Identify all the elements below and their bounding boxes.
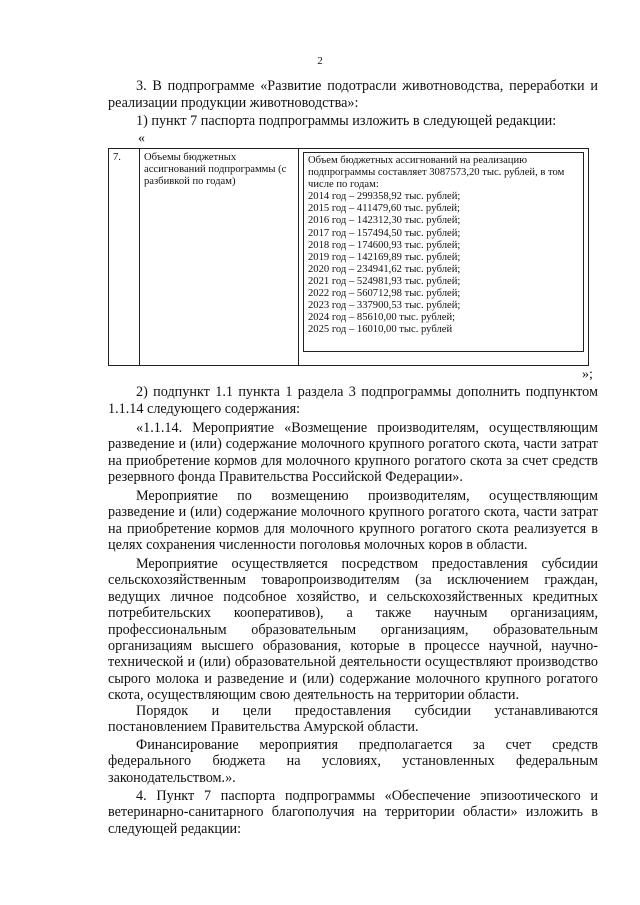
item2-line1: 2) подпункт 1.1 пункта 1 раздела 3 подпрограммы дополнить подпунктом <box>136 384 598 400</box>
year-2025: 2025 год – 16010,00 тыс. рублей <box>308 324 453 336</box>
section3-heading-line1: 3. В подпрограмме «Развитие подотрасли животноводства, переработки и <box>136 78 598 94</box>
row-number: 7. <box>113 152 121 163</box>
table-row <box>109 149 589 366</box>
year-2020: 2020 год – 234941,62 тыс. рублей; <box>308 263 461 275</box>
paragraph-subsidy: Мероприятие осуществляется посредством предоставления субсидии сельскохозяйственным товаропроизводителям (за исключением граждан, ведущих личное подсобное хозяйство, и сельскохозяйственных кредитных потребительских кооперативов), а также научным организациям, профессиональным образовательным организациям, образовательным организациям высшего образования, которые в процессе научной, научно-технической и (или) образовательной деятельности осуществляют производство сырого молока и разведение и (или) содержание молочного крупного рогатого скота, осуществляющим свою деятельность на территории области. <box>108 556 598 704</box>
year-2023: 2023 год – 337900,53 тыс. рублей; <box>308 300 461 312</box>
year-2021: 2021 год – 524981,93 тыс. рублей; <box>308 275 461 287</box>
paragraph-purpose: Мероприятие по возмещению производителям, осуществляющим разведение и (или) содержание молочного крупного рогатого скота, части затрат на приобретение кормов для молочного крупного рогатого скота реализуется в целях сохранения численности поголовья молочных коров в области. <box>108 488 598 554</box>
quote-close: »; <box>582 367 593 382</box>
year-2014: 2014 год – 299358,92 тыс. рублей; <box>308 191 461 203</box>
passport-table <box>108 148 589 366</box>
paragraph-order: Порядок и цели предоставления субсидии устанавливаются постановлением Правительства Амурской области. <box>108 703 598 736</box>
row-value-cell <box>299 149 589 366</box>
year-2016: 2016 год – 142312,30 тыс. рублей; <box>308 215 461 227</box>
item4-text: 4. Пункт 7 паспорта подпрограммы «Обеспечение эпизоотического и ветеринарно-санитарного благополучия на территории области» изложить в следующей редакции: <box>108 788 598 837</box>
row-name-cell <box>140 149 299 366</box>
year-2015: 2015 год – 411479,60 тыс. рублей; <box>308 203 460 215</box>
row-name: Объемы бюджетных ассигнований подпрограммы (с разбивкой по годам) <box>144 152 287 188</box>
item1-text: 1) пункт 7 паспорта подпрограммы изложить в следующей редакции: <box>136 113 557 129</box>
page-number: 2 <box>317 55 323 67</box>
year-2017: 2017 год – 157494,50 тыс. рублей; <box>308 227 461 239</box>
funding-box <box>303 152 584 352</box>
section3-heading-line2: реализации продукции животноводства»: <box>108 95 359 111</box>
row-number-cell <box>109 149 140 366</box>
quote-open: « <box>138 131 145 146</box>
paragraph-1-1-14: «1.1.14. Мероприятие «Возмещение производителям, осуществляющим разведение и (или) содержание молочного крупного рогатого скота, части затрат на приобретение кормов для молочного крупного рогатого скота за счет средств резервного фонда Правительства Российской Федерации». <box>108 420 598 486</box>
year-2022: 2022 год – 560712,98 тыс. рублей; <box>308 288 461 300</box>
item2-line2: 1.1.14 следующего содержания: <box>108 401 301 417</box>
paragraph-finance: Финансирование мероприятия предполагается за счет средств федерального бюджета на условиях, установленных федеральным законодательством.». <box>108 737 598 786</box>
year-2024: 2024 год – 85610,00 тыс. рублей; <box>308 312 456 324</box>
funding-intro: Объем бюджетных ассигнований на реализацию подпрограммы составляет 3087573,20 тыс. рублей, в том числе по годам: <box>308 155 565 191</box>
year-2019: 2019 год – 142169,89 тыс. рублей; <box>308 251 461 263</box>
year-2018: 2018 год – 174600,93 тыс. рублей; <box>308 239 461 251</box>
